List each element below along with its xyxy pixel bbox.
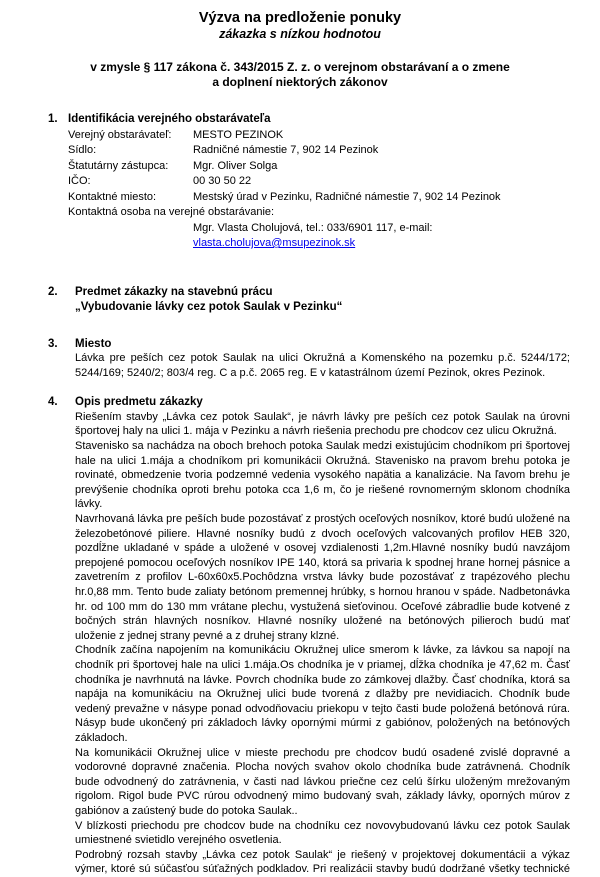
info-value: Mestský úrad v Pezinku, Radničné námestie 7, 902 14 Pezinok [193, 190, 501, 203]
info-row-address [68, 143, 570, 159]
section-4-number: 4. [48, 396, 58, 409]
section-2-number: 2. [48, 285, 58, 298]
section-identification [48, 112, 570, 252]
section-1-body [68, 112, 570, 252]
section-4-body [75, 395, 570, 877]
contact-person-heading: Kontaktná osoba na verejné obstarávanie: [68, 206, 275, 218]
info-label: Štatutárny zástupca: [68, 159, 169, 172]
description-paragraph: Riešením stavby „Lávka cez potok Saulak“, je návrh lávky pre peších cez potok Saulak na úrovni športovej haly na ulici 1. mája v Pezinku a návrh riešenia prechodu pre chodcov cez ulicu Okružná. [75, 410, 570, 438]
description-paragraph: Navrhovaná lávka pre peších bude pozostávať z prostých oceľových nosníkov, ktoré budú uložené na železobetónové piliere. Hlavné nosníky budú z dvoch oceľových valcovaných profilov HEB 320, pozdĺžne ukladané v spáde a uložené v osovej vzdialenosti 1,2m.Hlavné nosníky budú navzájom prepojené pomocou oceľových nosníkov IPE 140, ktorá sa privaria k spodnej hrane hornej pásnice a zavetrením z profilov L-60x60x5.Pochôdzna vrstva lávky bude pozostávať z trapézového plechu hr.0,88 mm. Tento bude zaliaty betónom premennej hrúbky, s hornou hranou v spáde. Nadbetonávka hr. od 100 mm do 130 mm vrátane plechu, vystužená sieťovinou. Oceľové zábradlie bude kotvené z bočných strán hlavných nosníkov. Hlavné nosníky uložené na betónových pilieroch budú mať uloženie z jednej strany pevné a z druhej strany klzné. [75, 513, 570, 642]
section-3-number: 3. [48, 337, 58, 350]
info-row-ico [68, 174, 570, 190]
info-row-representative [68, 159, 570, 175]
section-place [48, 337, 570, 381]
section-1-number: 1. [48, 113, 58, 125]
email-link[interactable]: vlasta.cholujova@msupezinok.sk [193, 237, 356, 249]
place-paragraph: Lávka pre peších cez potok Saulak na ulici Okružná a Komenského na pozemku p.č. 5244/172; 5244/169; 5240/2; 803/4 reg. C a p.č. 2065 reg. E v katastrálnom území Pezinok, okres Pezinok. [75, 352, 570, 379]
doc-subtitle: zákazka s nízkou hodnotou [219, 27, 381, 41]
section-subject [48, 285, 570, 315]
contract-subject-name: „Vybudovanie lávky cez potok Saulak v Pezinku“ [75, 300, 343, 313]
info-label: Verejný obstarávateľ: [68, 128, 172, 141]
description-paragraph: Stavenisko sa nachádza na oboch brehoch potoka Saulak medzi existujúcim chodníkom pri športovej hale na ulici 1.mája a chodníkom pri komunikácii Okružná. Stavenisko na pravom brehu potoka je rovinaté, obmedzenie tvoria podzemné vedenia vysokého napätia a kanalizácie. Na ľavom brehu je prevýšenie chodníka oproti brehu potoka cca 1,6 m, čo je riešené rovnomerným sklonom chodníka lávky. [75, 440, 570, 511]
section-description [48, 395, 570, 877]
doc-title: Výzva na predloženie ponuky [198, 10, 402, 26]
section-3-body [75, 337, 570, 381]
info-label: IČO: [68, 175, 91, 187]
info-value: 00 30 50 22 [193, 175, 252, 187]
section-3-title: Miesto [75, 337, 112, 350]
section-2-title: Predmet zákazky na stavebnú prácu [75, 285, 273, 298]
legal-line-1: v zmysle § 117 zákona č. 343/2015 Z. z. o verejnom obstarávaní a o zmene [90, 60, 510, 74]
info-label: Sídlo: [68, 144, 97, 156]
contact-email-row [193, 236, 570, 252]
description-paragraph: Chodník začína napojením na komunikáciu Okružnej ulice smerom k lávke, za lávkou sa napojí na chodník pri športovej hale na ulici 1.mája.Os chodníka je v priamej, dĺžka chodníka je 47,62 m. Časť chodníka je navrhnutá na lávke. Povrch chodníka bude zo zámkovej dlažby. Časť chodníka, ktorá sa napája na komunikáciu na Okružnej ulici bude tvorená z dlažby pre nevidiacich. Chodník bude vedený prevažne v násype ponad odvodňovaciu priekopu v tejto časti bude položená betónová rúra. Násyp bude ukončený pri základoch lávky opornými múrmi z gabiónov, položených na betónových základoch. [75, 644, 570, 744]
description-paragraph: Na komunikácii Okružnej ulice v mieste prechodu pre chodcov budú osadené zvislé dopravné a vodorovné dopravné značenia. Plocha nových svahov okolo chodníka bude zatrávnená. Chodník bude odvodnený do zatrávnenia, v časti nad lávkou priečne cez celú šírku uloženým mrežovaným rigolom. Rigol bude PVC rúrou odvodnený mimo budovaný svah, základy lávky, oporných múrov z gabiónov a zaústený bude do potoka Saulak.. [75, 746, 570, 817]
info-value: Mgr. Oliver Solga [193, 159, 278, 172]
legal-reference [0, 60, 600, 89]
contact-person-details: Mgr. Vlasta Cholujová, tel.: 033/6901 117, e-mail: [193, 221, 433, 234]
info-value: MESTO PEZINOK [193, 128, 284, 141]
description-paragraph: Podrobný rozsah stavby „Lávka cez potok Saulak“ je riešený v projektovej dokumentácii a výkaz výmer, ktoré sú súčasťou súťažných podkladov. Pri realizácii stavby budú dodržané všetky technické [75, 848, 570, 876]
section-2-body [75, 285, 570, 315]
info-value: Radničné námestie 7, 902 14 Pezinok [193, 144, 379, 156]
section-1-title: Identifikácia verejného obstarávateľa [68, 113, 271, 125]
info-row-authority [68, 128, 570, 144]
info-row-contact-place [68, 190, 570, 206]
legal-line-2: a doplnení niektorých zákonov [212, 74, 388, 89]
info-label: Kontaktné miesto: [68, 190, 157, 203]
description-paragraph: V blízkosti priechodu pre chodcov bude na chodníku cez novovybudovanú lávku cez potok Saulak umiestnené svietidlo verejného osvetlenia. [75, 819, 570, 847]
document-header [0, 10, 600, 89]
section-4-title: Opis predmetu zákazky [75, 396, 203, 409]
